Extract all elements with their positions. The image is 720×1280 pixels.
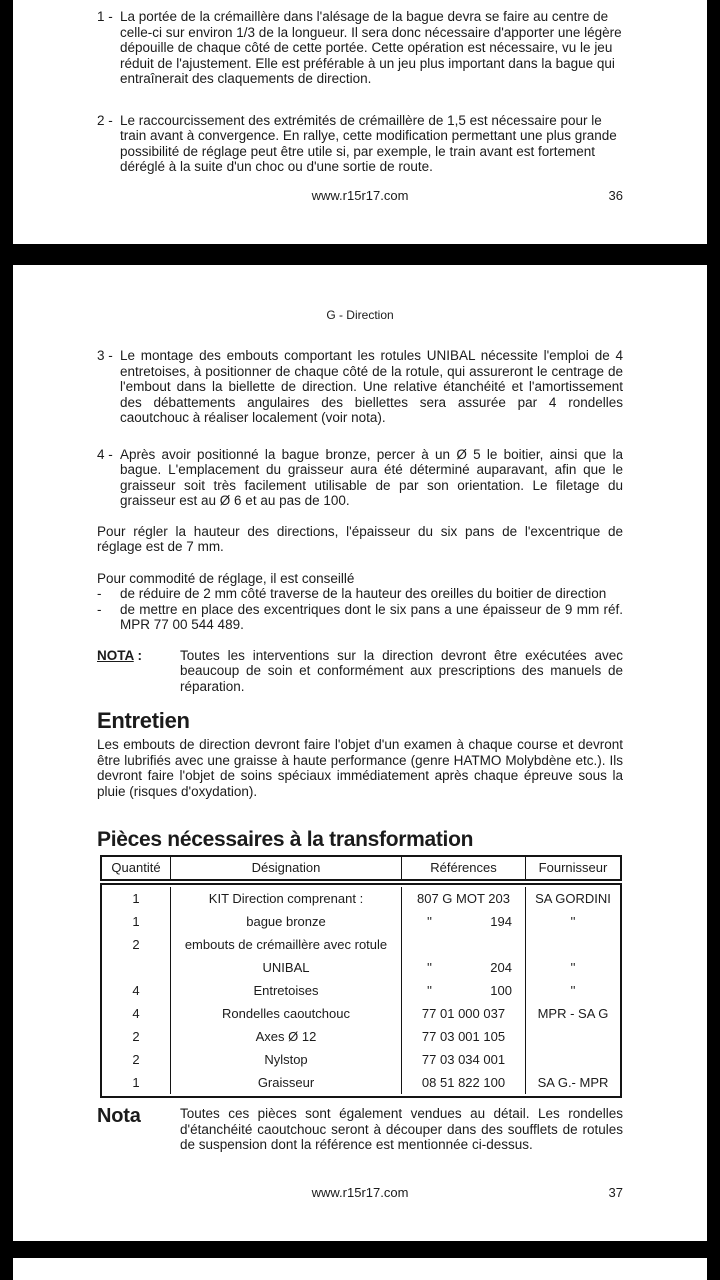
page-footer: [97, 188, 623, 204]
qty-cell: 2: [102, 933, 171, 956]
numbered-item-3: [97, 348, 623, 426]
page-number: 37: [608, 1185, 623, 1200]
supplier-cell: [526, 933, 620, 956]
paragraph-reglage: Pour régler la hauteur des directions, l'épaisseur du six pans de l'excentrique de réglage est de 7 mm.: [97, 523, 623, 554]
table-row: [102, 1071, 620, 1094]
bullet-text: de mettre en place des excentriques dont le six pans a une épaisseur de 9 mm réf. MPR 77 00 544 489.: [120, 601, 623, 632]
qty-cell: 2: [102, 1048, 171, 1071]
table-row: [102, 1025, 620, 1048]
item-text: La portée de la crémaillère dans l'alésage de la bague devra se faire au centre de celle-ci sur environ 1/3 de la longueur. Il sera donc nécessaire d'apporter une légère dépouille de chaque côté de cette portée. Cette opération est nécessaire, vu le jeu réduit de l'ajustement. Elle est préférable à un jeu plus important dans la bague qui entraînerait des claquements de direction.: [120, 9, 622, 86]
bullet-dash: -: [97, 586, 102, 601]
supplier-cell: [526, 1048, 620, 1071]
page-number: 36: [608, 188, 623, 203]
designation-cell: Rondelles caoutchouc: [171, 1002, 402, 1025]
table-header-row: [100, 855, 622, 881]
entretien-text: Les embouts de direction devront faire l'objet d'un examen à chaque course et devront être lubrifiés avec une graisse à haute performance (genre HATMO Molybdène etc.). Ils devront faire l'objet de soins spéciaux immédiatement après chaque épreuve sous la pluie (risques d'oxydation).: [97, 737, 623, 799]
item-text: Le raccourcissement des extrémités de crémaillère de 1,5 est nécessaire pour le train avant à convergence. En rallye, cette modification permettant une plus grande possibilité de réglage peut être utile si, par exemple, le train avant est fortement déréglé à la suite d'un choc ou d'une sortie de route.: [120, 112, 617, 174]
supplier-cell: SA GORDINI: [535, 890, 611, 906]
numbered-item-2: [97, 113, 623, 175]
item-number: 4 -: [97, 446, 113, 462]
supplier-cell: MPR - SA G: [537, 1005, 609, 1021]
reference-cell: '' 100: [402, 979, 526, 1002]
table-row: [102, 1002, 620, 1025]
section-heading-pieces: Pièces nécessaires à la transformation: [97, 828, 474, 851]
qty-cell: 4: [102, 1002, 171, 1025]
site-url: www.r15r17.com: [311, 188, 409, 203]
bullet-text: de réduire de 2 mm côté traverse de la hauteur des oreilles du boitier de direction: [120, 586, 607, 601]
supplier-cell: '': [570, 959, 576, 975]
qty-cell: 1: [102, 887, 171, 910]
section-heading-entretien: Entretien: [97, 708, 190, 733]
header-cell-references: Références: [402, 857, 526, 879]
bullet-item-1: [97, 586, 623, 602]
qty-cell: [102, 956, 171, 979]
parts-table: [100, 855, 622, 1098]
nota2-block: [97, 1106, 623, 1153]
table-row: [102, 887, 620, 910]
header-cell-fournisseur: Fournisseur: [538, 860, 608, 876]
designation-cell: UNIBAL: [171, 956, 402, 979]
reference-cell: 77 03 001 105: [402, 1025, 526, 1048]
table-row: [102, 933, 620, 956]
supplier-cell: '': [570, 913, 576, 929]
qty-cell: 1: [102, 1071, 171, 1094]
reference-cell: 807 G MOT 203: [402, 887, 526, 910]
item-number: 3 -: [97, 348, 113, 363]
reference-cell: '' 194: [402, 910, 526, 933]
running-header: G - Direction: [326, 308, 394, 322]
supplier-cell: '': [570, 982, 576, 998]
qty-cell: 4: [102, 979, 171, 1002]
table-body: [100, 883, 622, 1098]
bullet-dash: -: [97, 601, 102, 617]
reference-cell: '' 204: [402, 956, 526, 979]
table-row: [102, 979, 620, 1002]
reference-cell: 77 01 000 037: [402, 1002, 526, 1025]
table-row: [102, 956, 620, 979]
nota-block: [97, 648, 623, 695]
header-cell-quantite: Quantité: [102, 857, 171, 879]
designation-cell: KIT Direction comprenant :: [171, 887, 402, 910]
supplier-cell: SA G.- MPR: [537, 1074, 609, 1090]
designation-cell: Entretoises: [171, 979, 402, 1002]
document-page-next-sliver: [13, 1258, 707, 1280]
designation-cell: bague bronze: [171, 910, 402, 933]
supplier-cell: [526, 1025, 620, 1048]
qty-cell: 1: [102, 910, 171, 933]
numbered-item-1: [97, 9, 623, 87]
site-url: www.r15r17.com: [311, 1185, 409, 1200]
page-footer: [97, 1185, 623, 1201]
designation-cell: Axes Ø 12: [171, 1025, 402, 1048]
item-text: Le montage des embouts comportant les rotules UNIBAL nécessite l'emploi de 4 entretoises, à positionner de chaque côté de la rotule, qui assureront le centrage de l'embout dans la biellette de direction. Une relative étanchéité et l'amortissement des débattements angulaires des biellettes sera assurée par 4 rondelles caoutchouc à réaliser localement (voir nota).: [120, 348, 623, 425]
table-row: [102, 910, 620, 933]
document-page-36: [13, 0, 707, 244]
item-number: 2 -: [97, 112, 113, 128]
designation-cell: Graisseur: [171, 1071, 402, 1094]
reference-cell: 08 51 822 100: [402, 1071, 526, 1094]
paragraph-commodite: Pour commodité de réglage, il est conseillé: [97, 570, 355, 586]
bullet-item-2: [97, 602, 623, 633]
item-number: 1 -: [97, 9, 113, 24]
numbered-item-4: [97, 447, 623, 509]
header-cell-designation: Désignation: [171, 857, 402, 879]
reference-cell: [402, 933, 526, 956]
nota2-label: Nota: [97, 1105, 141, 1127]
reference-cell: 77 03 034 001: [402, 1048, 526, 1071]
nota2-text: Toutes ces pièces sont également vendues au détail. Les rondelles d'étanchéité caoutchouc seront à découper dans des soufflets de rotules de suspension dont la référence est mentionnée ci-dessus.: [180, 1106, 623, 1152]
qty-cell: 2: [102, 1025, 171, 1048]
nota-text: Toutes les interventions sur la direction devront être exécutées avec beaucoup de soin et conformément aux prescriptions des manuels de réparation.: [180, 647, 623, 694]
designation-cell: Nylstop: [171, 1048, 402, 1071]
nota-label: NOTA :: [97, 647, 142, 663]
item-text: Après avoir positionné la bague bronze, percer à un Ø 5 le boitier, ainsi que la bague. L'emplacement du graisseur aura été déterminé auparavant, afin que le graisseur soit très facilement utilisable de par son orientation. Le filetage du graisseur est au Ø 6 et au pas de 100.: [120, 446, 623, 508]
designation-cell: embouts de crémaillère avec rotule: [171, 933, 402, 956]
document-page-37: [13, 265, 707, 1241]
table-row: [102, 1048, 620, 1071]
